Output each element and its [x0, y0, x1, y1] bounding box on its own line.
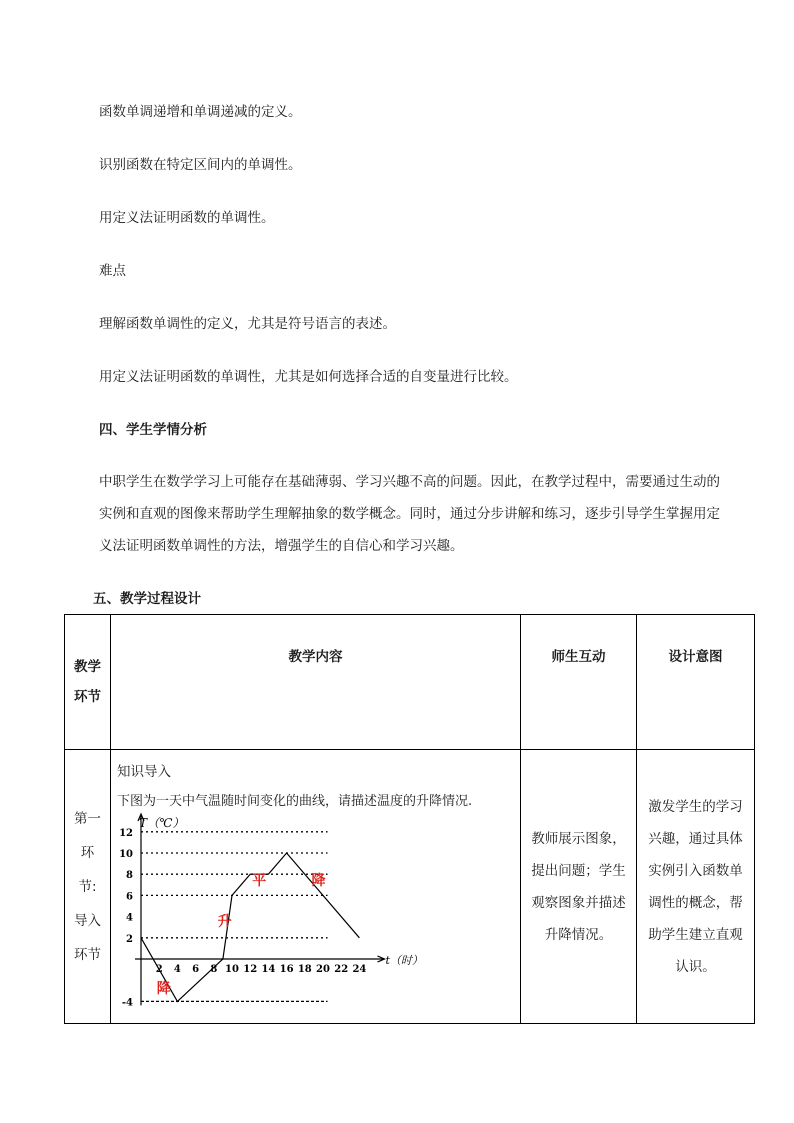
trend-label-2: 平	[252, 872, 267, 889]
header-intent: 设计意图	[637, 615, 755, 750]
content-desc: 下图为一天中气温随时间变化的曲线，请描述温度的升降情况.	[117, 794, 473, 809]
paragraph-difficulty-1: 理解函数单调性的定义，尤其是符号语言的表述。	[99, 316, 396, 332]
y-tick-8: 8	[126, 870, 133, 882]
x-tick-18: 18	[297, 964, 312, 975]
teaching-process-table	[64, 614, 755, 1024]
x-tick-8: 8	[210, 964, 218, 975]
y-tick-12: 12	[119, 827, 133, 839]
paragraph-definition: 函数单调递增和单调递减的定义。	[99, 104, 302, 120]
y-axis-label: T（℃）	[139, 816, 185, 830]
trend-label-3: 降	[311, 872, 326, 889]
header-interaction: 师生互动	[521, 615, 637, 750]
y-tick--4: -4	[121, 997, 133, 1009]
trend-label-0: 降	[156, 980, 171, 997]
section4-heading: 四、学生学情分析	[99, 422, 207, 438]
row1-stage: 第一环节:导入环节	[65, 750, 111, 1024]
temperature-chart	[111, 812, 423, 1022]
row1-content	[111, 750, 521, 1024]
x-tick-2: 2	[155, 964, 163, 975]
x-tick-24: 24	[352, 964, 367, 975]
row1-interaction: 教师展示图象，提出问题；学生观察图象并描述升降情况。	[521, 750, 637, 1024]
difficulty-heading: 难点	[99, 263, 126, 279]
x-tick-14: 14	[261, 964, 276, 975]
paragraph-identify: 识别函数在特定区间内的单调性。	[99, 157, 302, 173]
x-tick-22: 22	[334, 964, 349, 975]
content-title: 知识导入	[117, 764, 171, 780]
x-tick-12: 12	[243, 964, 258, 975]
y-tick-10: 10	[119, 849, 133, 860]
section5-heading: 五、教学过程设计	[93, 591, 201, 607]
x-tick-4: 4	[173, 964, 181, 975]
y-tick-2: 2	[126, 933, 133, 945]
section4-body: 中职学生在数学学习上可能存在基础薄弱、学习兴趣不高的问题。因此，在教学过程中，需要通过生动的实例和直观的图像来帮助学生理解抽象的数学概念。同时，通过分步讲解和练习，逐步引导学生掌握用定义法证明函数单调性的方法，增强学生的自信心和学习兴趣。	[99, 474, 720, 554]
x-tick-16: 16	[279, 964, 294, 975]
temperature-curve	[141, 853, 359, 1001]
header-stage: 教学环节	[65, 615, 111, 750]
trend-label-1: 升	[217, 914, 232, 931]
x-tick-10: 10	[225, 964, 239, 975]
paragraph-proof: 用定义法证明函数的单调性。	[99, 210, 275, 226]
row1-intent: 激发学生的学习兴趣，通过具体实例引入函数单调性的概念，帮助学生建立直观认识。	[637, 750, 755, 1024]
x-tick-6: 6	[192, 964, 200, 975]
header-content: 教学内容	[111, 615, 521, 750]
x-tick-20: 20	[316, 964, 330, 975]
y-tick-6: 6	[126, 891, 133, 903]
paragraph-difficulty-2: 用定义法证明函数的单调性，尤其是如何选择合适的自变量进行比较。	[99, 369, 518, 385]
y-tick-4: 4	[126, 912, 133, 924]
x-axis-label: t（时）	[385, 954, 423, 967]
